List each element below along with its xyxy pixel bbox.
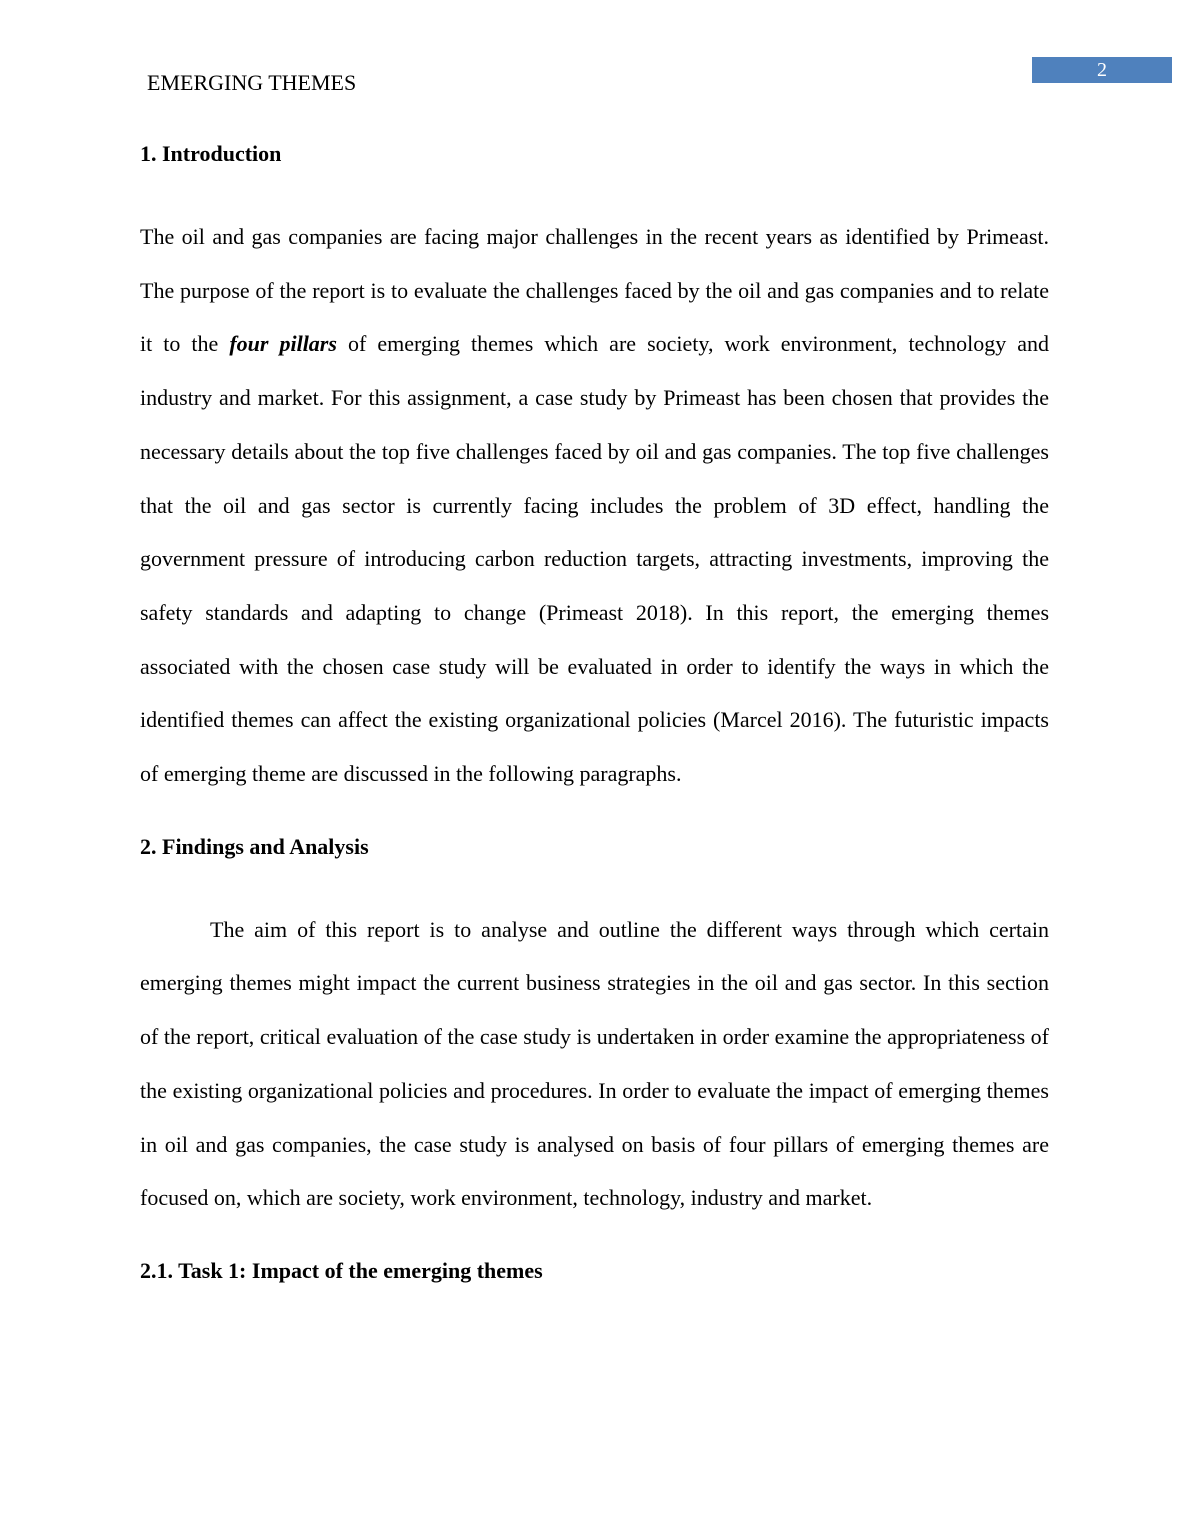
findings-paragraph: The aim of this report is to analyse and outline the different ways through which certain emerging themes might impact the current business strategies in the oil and gas sector. In this section of the report, critical evaluation of the case study is undertaken in order examine the appropriateness of the existing organizational policies and procedures. In order to evaluate the impact of emerging themes in oil and gas companies, the case study is analysed on basis of four pillars of emerging themes are focused on, which are society, work environment, technology, industry and market. [140, 916, 1049, 1211]
task1-heading: 2.1. Task 1: Impact of the emerging themes [140, 1257, 543, 1283]
introduction-paragraph [140, 210, 1049, 801]
page-number: 2 [1032, 57, 1172, 83]
document-body [140, 138, 1049, 1287]
four-pillars-emphasis: four pillars [229, 331, 337, 357]
intro-text-start: The oil and gas companies are facing major challenges in the recent years as identified by Primeast. The purpose of the report is to evaluate the challenges faced by the oil and gas companies and to relate it to the [140, 224, 1049, 357]
introduction-heading: 1. Introduction [140, 141, 282, 166]
intro-text-end: of emerging themes which are society, work environment, technology and industry and market. For this assignment, a case study by Primeast has been chosen that provides the necessary details about the top five challenges faced by oil and gas companies. The top five challenges that the oil and gas sector is currently facing includes the problem of 3D effect, handling the government pressure of introducing carbon reduction targets, attracting investments, improving the safety standards and adapting to change (Primeast 2018). In this report, the emerging themes associated with the chosen case study will be evaluated in order to identify the ways in which the identified themes can affect the existing organizational policies (Marcel 2016). The futuristic impacts of emerging theme are discussed in the following paragraphs. [140, 331, 1049, 787]
findings-heading: 2. Findings and Analysis [140, 833, 369, 859]
running-head: EMERGING THEMES [147, 70, 357, 95]
